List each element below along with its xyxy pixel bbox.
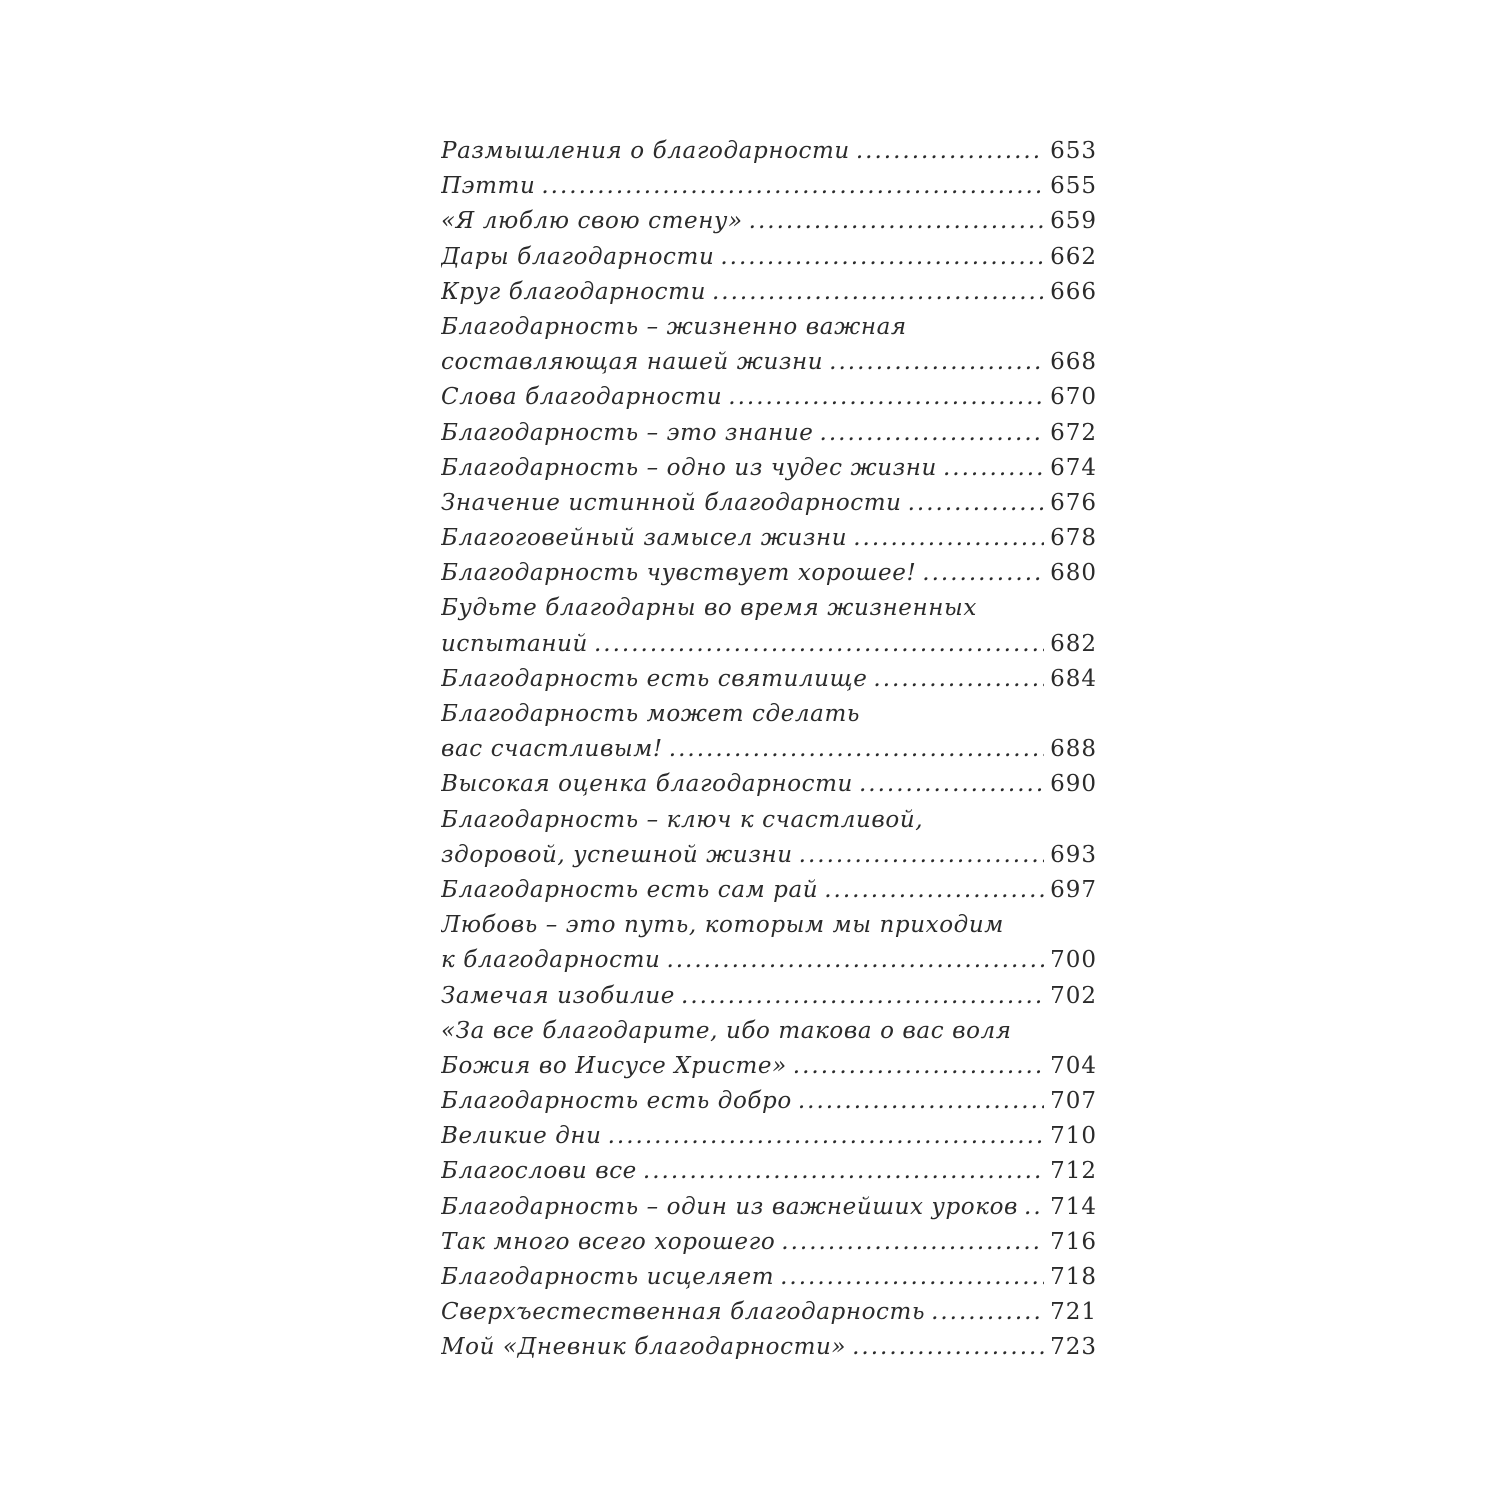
toc-entry[interactable] [441, 275, 1097, 310]
toc-page-number: 688 [1050, 736, 1097, 763]
toc-entry-line [441, 169, 1097, 204]
toc-page-number: 659 [1050, 208, 1097, 235]
toc-entry-title: Благодарность есть добро [441, 1088, 792, 1115]
dot-leader [780, 1260, 1044, 1295]
toc-entry-line [441, 979, 1097, 1014]
toc-entry-line [441, 838, 1097, 873]
toc-entry-title: Благодарность есть сам рай [441, 876, 819, 903]
dot-leader [793, 1049, 1044, 1084]
toc-entry-title: Благодарность – один из важнейших уроков [441, 1193, 1019, 1220]
toc-entry-line [441, 380, 1097, 415]
toc-entry-title: Замечая изобилие [441, 982, 676, 1009]
toc-entry-line [441, 204, 1097, 239]
toc-page-number: 693 [1050, 841, 1097, 868]
toc-page-number: 676 [1050, 489, 1097, 516]
toc-entry[interactable] [441, 873, 1097, 908]
toc-entry[interactable] [441, 1330, 1097, 1365]
toc-entry-line [441, 1225, 1097, 1260]
dot-leader [943, 451, 1044, 486]
toc-entry-line [441, 627, 1097, 662]
toc-page-number: 723 [1050, 1334, 1097, 1361]
toc-entry[interactable] [441, 240, 1097, 275]
toc-entry-line [441, 486, 1097, 521]
toc-entry[interactable] [441, 556, 1097, 591]
toc-entry-line [441, 275, 1097, 310]
toc-entry[interactable] [441, 767, 1097, 802]
toc-entry-title: Благодарность – это знание [441, 419, 814, 446]
toc-entry-line [441, 1190, 1097, 1225]
toc-page-number: 682 [1050, 630, 1097, 657]
toc-entry[interactable] [441, 204, 1097, 239]
dot-leader [859, 767, 1044, 802]
toc-page-number: 721 [1050, 1299, 1097, 1326]
toc-entry-title: «Я люблю свою стену» [441, 208, 743, 235]
toc-entry-title: Великие дни [441, 1123, 602, 1150]
toc-page-number: 712 [1050, 1158, 1097, 1185]
dot-leader [541, 169, 1044, 204]
toc-entry[interactable] [441, 591, 1097, 661]
toc-entry[interactable] [441, 979, 1097, 1014]
dot-leader [681, 979, 1044, 1014]
toc-entry-line [441, 1295, 1097, 1330]
dot-leader [852, 1330, 1044, 1365]
dot-leader [799, 838, 1044, 873]
toc-entry-line [441, 134, 1097, 169]
toc-entry-title: Благодарность – одно из чудес жизни [441, 454, 937, 481]
toc-entry[interactable] [441, 1014, 1097, 1084]
toc-entry[interactable] [441, 1225, 1097, 1260]
toc-entry-title: «За все благодарите, ибо такова о вас воля [441, 1017, 1012, 1044]
toc-entry[interactable] [441, 908, 1097, 978]
toc-entry-line [441, 451, 1097, 486]
toc-entry[interactable] [441, 169, 1097, 204]
toc-page-number: 702 [1050, 982, 1097, 1009]
dot-leader [922, 556, 1044, 591]
toc-entry[interactable] [441, 521, 1097, 556]
toc-entry-line [441, 556, 1097, 591]
toc-entry[interactable] [441, 662, 1097, 697]
toc-entry-line [441, 697, 1097, 732]
toc-entry-title: Дары благодарности [441, 243, 715, 270]
dot-leader [669, 732, 1044, 767]
toc-entry-line [441, 1049, 1097, 1084]
toc-entry-line [441, 1154, 1097, 1189]
toc-page-number: 674 [1050, 454, 1097, 481]
toc-entry[interactable] [441, 1154, 1097, 1189]
dot-leader [931, 1295, 1044, 1330]
toc-entry-line [441, 662, 1097, 697]
toc-entry-line [441, 416, 1097, 451]
toc-entry-line [441, 908, 1097, 943]
dot-leader [820, 416, 1045, 451]
dot-leader [749, 204, 1044, 239]
toc-page-number: 684 [1050, 665, 1097, 692]
toc-page-number: 690 [1050, 771, 1097, 798]
toc-entry-line [441, 1119, 1097, 1154]
toc-entry-line [441, 1260, 1097, 1295]
toc-page-number: 697 [1050, 876, 1097, 903]
toc-entry[interactable] [441, 134, 1097, 169]
dot-leader [781, 1225, 1044, 1260]
toc-entry-title: Божия во Иисусе Христе» [441, 1052, 787, 1079]
toc-entry-line [441, 1014, 1097, 1049]
toc-entry-line [441, 1330, 1097, 1365]
toc-entry-line [441, 732, 1097, 767]
toc-page-number: 655 [1050, 173, 1097, 200]
toc-entry[interactable] [441, 803, 1097, 873]
toc-entry[interactable] [441, 1190, 1097, 1225]
toc-page-number: 700 [1050, 947, 1097, 974]
dot-leader [908, 486, 1045, 521]
toc-page-number: 704 [1050, 1052, 1097, 1079]
toc-entry[interactable] [441, 380, 1097, 415]
dot-leader [829, 345, 1044, 380]
toc-entry-line [441, 1084, 1097, 1119]
toc-entry-title: Мой «Дневник благодарности» [441, 1334, 847, 1361]
toc-entry[interactable] [441, 1119, 1097, 1154]
toc-entry[interactable] [441, 416, 1097, 451]
toc-page-number: 710 [1050, 1123, 1097, 1150]
toc-entry-title: Благодарность исцеляет [441, 1264, 775, 1290]
toc-entry-title: вас счастливым! [441, 736, 663, 763]
toc-entry-title: испытаний [441, 630, 588, 657]
table-of-contents [441, 134, 1097, 1366]
dot-leader [666, 943, 1044, 978]
toc-page-number: 718 [1050, 1264, 1097, 1290]
toc-entry-line [441, 803, 1097, 838]
toc-entry-line [441, 591, 1097, 626]
toc-entry-title: Так много всего хорошего [441, 1228, 776, 1255]
toc-page-number: 653 [1050, 138, 1097, 164]
toc-entry-title: Будьте благодарны во время жизненных [441, 595, 977, 622]
toc-entry[interactable] [441, 1084, 1097, 1119]
toc-entry-title: Пэтти [441, 173, 536, 200]
toc-entry-title: к благодарности [441, 947, 661, 974]
toc-entry[interactable] [441, 697, 1097, 767]
toc-entry-title: Благодарность – жизненно важная [441, 313, 907, 340]
toc-entry-title: Благослови все [441, 1158, 637, 1185]
toc-entry-title: Круг благодарности [441, 278, 706, 305]
toc-entry-title: Благодарность чувствует хорошее! [441, 560, 917, 587]
toc-entry-title: Значение истинной благодарности [441, 489, 902, 516]
toc-page-number: 707 [1050, 1088, 1097, 1115]
toc-page-number: 714 [1050, 1193, 1097, 1220]
toc-entry-line [441, 521, 1097, 556]
toc-page-number: 666 [1050, 278, 1097, 305]
toc-entry-line [441, 240, 1097, 275]
toc-entry-title: Благодарность может сделать [441, 701, 861, 727]
toc-entry-title: здоровой, успешной жизни [441, 841, 793, 868]
toc-entry[interactable] [441, 1295, 1097, 1330]
toc-entry-line [441, 767, 1097, 802]
toc-entry[interactable] [441, 310, 1097, 380]
toc-entry[interactable] [441, 1260, 1097, 1295]
toc-entry-line [441, 345, 1097, 380]
dot-leader [594, 627, 1044, 662]
dot-leader [712, 275, 1044, 310]
toc-entry-title: Сверхъестественная благодарность [441, 1299, 926, 1326]
toc-page-number: 668 [1050, 349, 1097, 376]
toc-entry-title: Благоговейный замысел жизни [441, 525, 848, 552]
toc-page-number: 662 [1050, 243, 1097, 270]
dot-leader [608, 1119, 1045, 1154]
dot-leader [856, 134, 1044, 169]
dot-leader [873, 662, 1044, 697]
toc-page-number: 716 [1050, 1228, 1097, 1255]
toc-entry-title: Слова благодарности [441, 384, 723, 411]
toc-entry-line [441, 943, 1097, 978]
toc-entry-line [441, 873, 1097, 908]
toc-page-number: 670 [1050, 384, 1097, 411]
dot-leader [853, 521, 1044, 556]
dot-leader [1024, 1190, 1044, 1225]
toc-page-number: 680 [1050, 560, 1097, 587]
toc-entry[interactable] [441, 486, 1097, 521]
toc-page-number: 672 [1050, 419, 1097, 446]
dot-leader [643, 1154, 1044, 1189]
dot-leader [824, 873, 1044, 908]
toc-entry-title: составляющая нашей жизни [441, 349, 824, 376]
toc-entry-title: Высокая оценка благодарности [441, 771, 853, 798]
toc-page-number: 678 [1050, 525, 1097, 552]
toc-entry-title: Любовь – это путь, которым мы приходим [441, 912, 1004, 939]
dot-leader [720, 240, 1044, 275]
toc-entry-title: Размышления о благодарности [441, 138, 850, 164]
toc-entry-title: Благодарность есть святилище [441, 665, 868, 692]
toc-entry-line [441, 310, 1097, 345]
toc-entry[interactable] [441, 451, 1097, 486]
dot-leader [728, 380, 1044, 415]
dot-leader [798, 1084, 1044, 1119]
toc-entry-title: Благодарность – ключ к счастливой, [441, 806, 924, 833]
